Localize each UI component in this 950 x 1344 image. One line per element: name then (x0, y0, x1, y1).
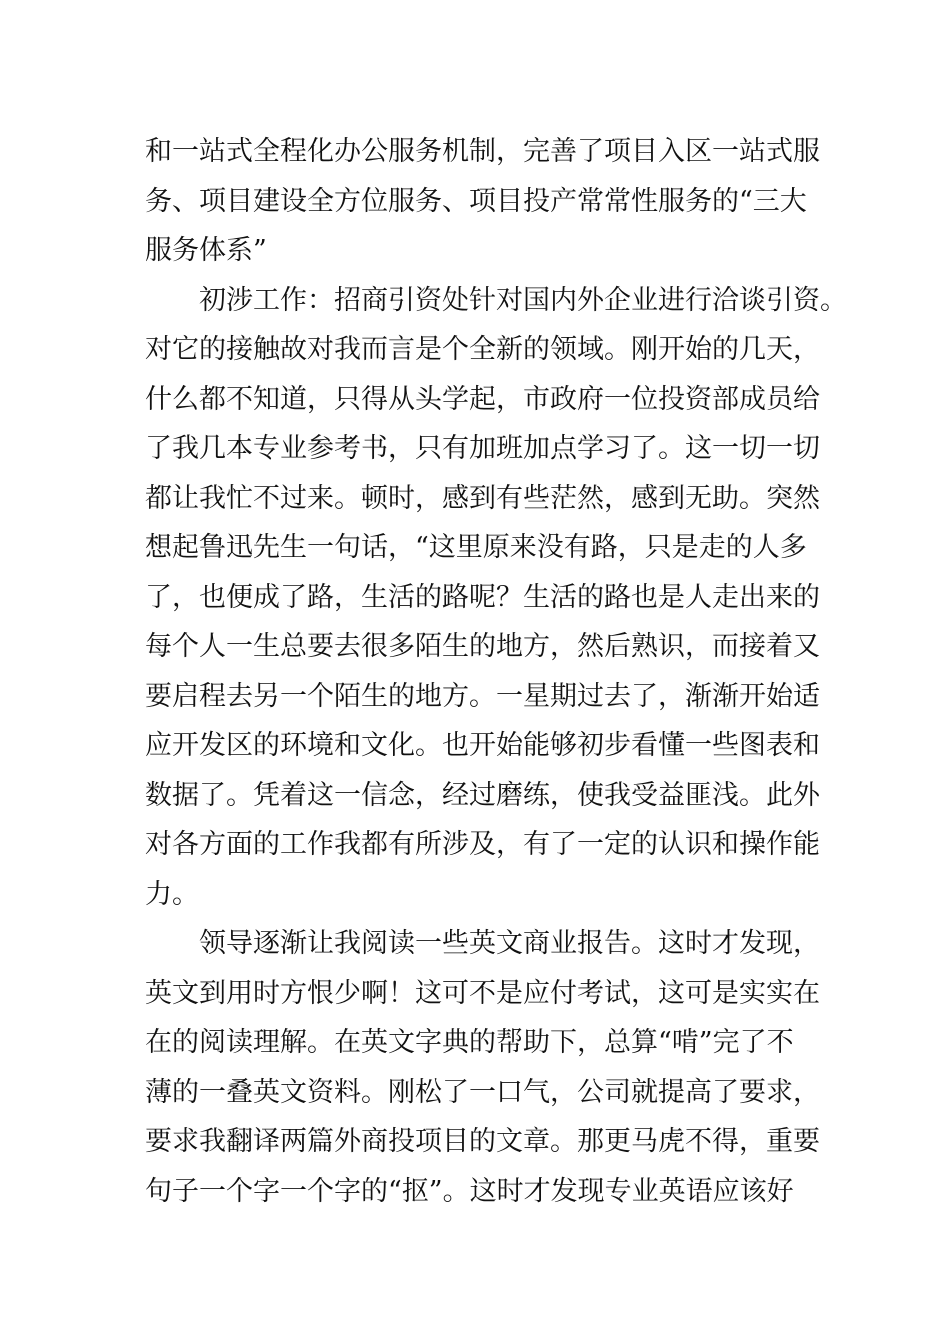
text-line: 对它的接触故对我而言是个全新的领域。刚开始的几天， (145, 334, 820, 365)
text-line: 薄的一叠英文资料。刚松了一口气，公司就提高了要求， (145, 1076, 820, 1108)
text-line: 都让我忙不过来。顿时，感到有些茫然，感到无助。突然 (145, 482, 820, 514)
text-line: 每个人一生总要去很多陌生的地方，然后熟识，而接着又 (145, 631, 820, 662)
text-line: 英文到用时方恨少啊！这可不是应付考试，这可是实实在 (145, 977, 820, 1009)
text-line: 想起鲁迅先生一句话，“这里原来没有路，只是走的人多 (145, 532, 807, 563)
paragraph-start-line: 初涉工作：招商引资处针对国内外企业进行洽谈引资。 (199, 284, 847, 316)
text-line: 和一站式全程化办公服务机制，完善了项目入区一站式服 (145, 136, 820, 167)
text-line: 要启程去另一个陌生的地方。一星期过去了，渐渐开始适 (145, 680, 820, 712)
text-line: 句子一个字一个字的“抠”。这时才发现专业英语应该好 (145, 1175, 794, 1207)
text-line: 了我几本专业参考书，只有加班加点学习了。这一切一切 (145, 433, 820, 464)
text-line: 了，也便成了路，生活的路呢？生活的路也是人走出来的 (145, 581, 820, 613)
text-line: 应开发区的环境和文化。也开始能够初步看懂一些图表和 (145, 730, 820, 761)
text-line: 在的阅读理解。在英文字典的帮助下，总算“啃”完了不 (145, 1027, 794, 1058)
text-line: 数据了。凭着这一信念，经过磨练，使我受益匪浅。此外 (145, 779, 820, 811)
text-line: 服务体系” (145, 235, 267, 266)
text-line: 要求我翻译两篇外商投项目的文章。那更马虎不得，重要 (145, 1126, 820, 1157)
text-line: 对各方面的工作我都有所涉及，有了一定的认识和操作能 (145, 829, 820, 860)
paragraph-start-line: 领导逐渐让我阅读一些英文商业报告。这时才发现， (199, 928, 820, 959)
text-line: 什么都不知道，只得从头学起，市政府一位投资部成员给 (145, 383, 820, 415)
text-line: 务、项目建设全方位服务、项目投产常常性服务的“三大 (145, 185, 807, 217)
text-line: 力。 (145, 878, 199, 910)
document-body (145, 127, 847, 1216)
